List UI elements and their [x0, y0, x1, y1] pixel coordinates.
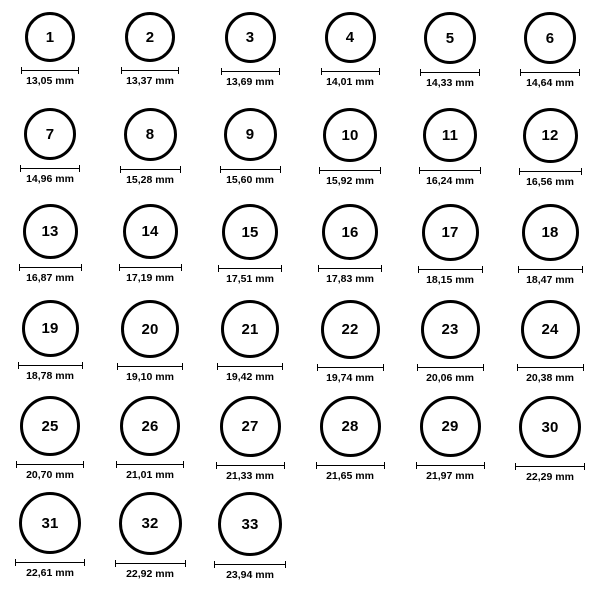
ring-size-label: 5 — [445, 29, 455, 47]
ring-dimension — [119, 264, 182, 284]
ring-dimension — [419, 167, 481, 187]
ring-diameter-text: 19,42 mm — [226, 371, 274, 383]
ring-circle — [522, 204, 579, 261]
ring-dimension — [321, 68, 380, 88]
ring-circle — [25, 12, 75, 62]
ring-size-label: 18 — [541, 224, 559, 241]
ring-circle — [220, 396, 281, 457]
ring-size-label: 30 — [541, 418, 559, 436]
dimension-arrow-icon — [21, 67, 79, 74]
ring-circle — [323, 108, 377, 162]
ring-diameter-text: 14,96 mm — [26, 173, 74, 185]
ring-size-label: 15 — [241, 223, 259, 241]
ring-size-label: 31 — [41, 514, 59, 532]
dimension-arrow-icon — [115, 560, 186, 567]
ring-circle — [422, 204, 479, 261]
ring-circle — [218, 492, 282, 556]
dimension-arrow-icon — [19, 264, 82, 271]
dimension-arrow-icon — [419, 167, 481, 174]
ring-size-label: 6 — [545, 29, 555, 47]
ring-diameter-text: 16,56 mm — [526, 176, 574, 188]
ring-size-cell — [500, 392, 600, 488]
ring-size-cell — [400, 392, 500, 488]
ring-size-label: 4 — [345, 29, 355, 46]
ring-diameter-text: 19,74 mm — [326, 372, 374, 384]
ring-diameter-text: 14,01 mm — [326, 76, 374, 88]
ring-dimension — [220, 166, 281, 186]
ring-size-label: 3 — [245, 29, 255, 46]
dimension-arrow-icon — [321, 68, 380, 75]
ring-size-cell — [100, 200, 200, 296]
ring-size-cell — [500, 104, 600, 200]
dimension-arrow-icon — [518, 266, 583, 273]
ring-circle — [19, 492, 81, 554]
dimension-arrow-icon — [216, 462, 285, 469]
ring-diameter-text: 21,01 mm — [126, 469, 174, 481]
ring-size-cell — [0, 200, 100, 296]
ring-circle — [224, 108, 277, 161]
dimension-arrow-icon — [316, 462, 385, 469]
ring-size-cell — [200, 104, 300, 200]
ring-diameter-text: 18,78 mm — [26, 370, 74, 382]
ring-diameter-text: 16,24 mm — [426, 175, 474, 187]
ring-size-label: 17 — [441, 224, 459, 241]
ring-diameter-text: 21,97 mm — [426, 470, 474, 482]
ring-size-cell — [0, 296, 100, 392]
ring-size-label: 20 — [141, 320, 159, 338]
ring-circle — [23, 204, 78, 259]
ring-dimension — [217, 363, 283, 383]
ring-dimension — [420, 69, 480, 89]
dimension-arrow-icon — [16, 461, 84, 468]
ring-size-label: 32 — [141, 515, 159, 532]
ring-size-cell — [500, 8, 600, 104]
dimension-arrow-icon — [217, 363, 283, 370]
ring-circle — [121, 300, 179, 358]
ring-size-label: 14 — [141, 223, 159, 240]
ring-dimension — [121, 67, 179, 87]
ring-diameter-text: 14,33 mm — [426, 77, 474, 89]
ring-size-label: 26 — [141, 417, 159, 435]
ring-dimension — [18, 362, 83, 382]
ring-size-cell — [0, 488, 100, 584]
ring-circle — [523, 108, 578, 163]
ring-diameter-text: 13,37 mm — [126, 75, 174, 87]
ring-size-cell — [200, 392, 300, 488]
ring-circle — [222, 204, 278, 260]
ring-circle — [20, 396, 80, 456]
ring-circle — [123, 204, 178, 259]
ring-size-cell — [400, 296, 500, 392]
ring-size-label: 23 — [441, 321, 459, 338]
ring-dimension — [520, 69, 580, 89]
ring-circle — [524, 12, 576, 64]
ring-dimension — [116, 461, 184, 481]
ring-diameter-text: 21,65 mm — [326, 470, 374, 482]
dimension-arrow-icon — [218, 265, 282, 272]
ring-dimension — [518, 266, 583, 286]
ring-circle — [322, 204, 378, 260]
ring-size-label: 13 — [41, 223, 59, 240]
ring-size-label: 22 — [341, 321, 359, 338]
dimension-arrow-icon — [515, 463, 585, 470]
ring-circle — [420, 396, 481, 457]
dimension-arrow-icon — [220, 166, 281, 173]
dimension-arrow-icon — [15, 559, 85, 566]
ring-circle — [125, 12, 175, 62]
ring-dimension — [418, 266, 483, 286]
ring-size-label: 29 — [441, 418, 459, 435]
ring-dimension — [19, 264, 82, 284]
dimension-arrow-icon — [20, 165, 80, 172]
ring-circle — [24, 108, 76, 160]
ring-diameter-text: 15,92 mm — [326, 175, 374, 187]
ring-circle — [424, 12, 476, 64]
ring-size-cell — [400, 104, 500, 200]
ring-size-cell — [400, 8, 500, 104]
ring-size-label: 2 — [145, 28, 155, 46]
ring-dimension — [214, 561, 286, 581]
dimension-arrow-icon — [317, 364, 384, 371]
ring-circle — [221, 300, 279, 358]
ring-diameter-text: 16,87 mm — [26, 272, 74, 284]
ring-dimension — [317, 364, 384, 384]
ring-size-cell — [100, 296, 200, 392]
ring-size-label: 16 — [341, 223, 359, 241]
ring-size-cell — [300, 392, 400, 488]
dimension-arrow-icon — [517, 364, 584, 371]
ring-size-label: 9 — [245, 126, 255, 143]
ring-size-cell — [100, 488, 200, 584]
ring-diameter-text: 15,28 mm — [126, 174, 174, 186]
ring-diameter-text: 17,83 mm — [326, 273, 374, 285]
ring-circle — [119, 492, 182, 555]
ring-size-cell — [100, 392, 200, 488]
ring-circle — [423, 108, 477, 162]
ring-size-label: 27 — [241, 418, 259, 435]
ring-dimension — [120, 166, 181, 186]
ring-circle — [120, 396, 180, 456]
ring-size-cell — [100, 104, 200, 200]
ring-size-cell — [300, 200, 400, 296]
ring-size-cell — [400, 200, 500, 296]
ring-circle — [519, 396, 581, 458]
ring-size-cell — [200, 8, 300, 104]
ring-dimension — [316, 462, 385, 482]
ring-dimension — [16, 461, 84, 481]
dimension-arrow-icon — [318, 265, 382, 272]
ring-diameter-text: 22,92 mm — [126, 568, 174, 580]
ring-circle — [421, 300, 480, 359]
ring-diameter-text: 20,70 mm — [26, 469, 74, 481]
ring-diameter-text: 13,69 mm — [226, 76, 274, 88]
ring-size-label: 21 — [241, 320, 259, 338]
ring-size-cell — [0, 392, 100, 488]
ring-dimension — [417, 364, 484, 384]
ring-circle — [22, 300, 79, 357]
ring-circle — [320, 396, 381, 457]
dimension-arrow-icon — [416, 462, 485, 469]
ring-dimension — [218, 265, 282, 285]
ring-diameter-text: 17,51 mm — [226, 273, 274, 285]
ring-size-cell — [500, 200, 600, 296]
dimension-arrow-icon — [214, 561, 286, 568]
ring-dimension — [20, 165, 80, 185]
ring-diameter-text: 18,47 mm — [526, 274, 574, 286]
ring-diameter-text: 22,61 mm — [26, 567, 74, 579]
ring-size-cell — [500, 296, 600, 392]
dimension-arrow-icon — [116, 461, 184, 468]
ring-size-cell — [0, 8, 100, 104]
ring-size-cell — [200, 200, 300, 296]
dimension-arrow-icon — [18, 362, 83, 369]
dimension-arrow-icon — [417, 364, 484, 371]
dimension-arrow-icon — [519, 168, 582, 175]
ring-size-cell — [300, 8, 400, 104]
ring-size-label: 1 — [45, 28, 55, 46]
ring-circle — [225, 12, 276, 63]
ring-size-label: 11 — [441, 126, 459, 144]
ring-dimension — [517, 364, 584, 384]
ring-diameter-text: 21,33 mm — [226, 470, 274, 482]
ring-dimension — [21, 67, 79, 87]
ring-diameter-text: 23,94 mm — [226, 569, 274, 581]
ring-dimension — [515, 463, 585, 483]
ring-diameter-text: 15,60 mm — [226, 174, 274, 186]
ring-dimension — [216, 462, 285, 482]
ring-size-cell — [300, 296, 400, 392]
ring-size-cell — [100, 8, 200, 104]
dimension-arrow-icon — [418, 266, 483, 273]
ring-circle — [321, 300, 380, 359]
dimension-arrow-icon — [119, 264, 182, 271]
ring-size-cell — [200, 488, 300, 584]
ring-diameter-text: 20,38 mm — [526, 372, 574, 384]
ring-diameter-text: 20,06 mm — [426, 372, 474, 384]
dimension-arrow-icon — [520, 69, 580, 76]
ring-size-label: 24 — [541, 321, 559, 338]
ring-dimension — [221, 68, 280, 88]
dimension-arrow-icon — [420, 69, 480, 76]
ring-size-label: 28 — [341, 418, 359, 435]
ring-diameter-text: 13,05 mm — [26, 75, 74, 87]
dimension-arrow-icon — [319, 167, 381, 174]
ring-size-label: 7 — [45, 125, 55, 143]
dimension-arrow-icon — [120, 166, 181, 173]
dimension-arrow-icon — [221, 68, 280, 75]
dimension-arrow-icon — [117, 363, 183, 370]
ring-diameter-text: 14,64 mm — [526, 77, 574, 89]
ring-dimension — [117, 363, 183, 383]
ring-circle — [521, 300, 580, 359]
ring-diameter-text: 19,10 mm — [126, 371, 174, 383]
ring-dimension — [319, 167, 381, 187]
ring-dimension — [15, 559, 85, 579]
ring-dimension — [318, 265, 382, 285]
ring-size-cell — [0, 104, 100, 200]
ring-size-label: 8 — [145, 126, 155, 143]
ring-size-label: 10 — [341, 126, 359, 144]
ring-diameter-text: 18,15 mm — [426, 274, 474, 286]
ring-size-label: 33 — [241, 515, 259, 533]
ring-circle — [124, 108, 177, 161]
ring-dimension — [519, 168, 582, 188]
ring-diameter-text: 22,29 mm — [526, 471, 574, 483]
ring-size-label: 19 — [41, 320, 59, 337]
ring-dimension — [115, 560, 186, 580]
ring-dimension — [416, 462, 485, 482]
ring-size-label: 25 — [41, 417, 59, 435]
ring-circle — [325, 12, 376, 63]
ring-size-cell — [200, 296, 300, 392]
dimension-arrow-icon — [121, 67, 179, 74]
ring-diameter-text: 17,19 mm — [126, 272, 174, 284]
ring-size-label: 12 — [541, 127, 559, 144]
ring-size-cell — [300, 104, 400, 200]
